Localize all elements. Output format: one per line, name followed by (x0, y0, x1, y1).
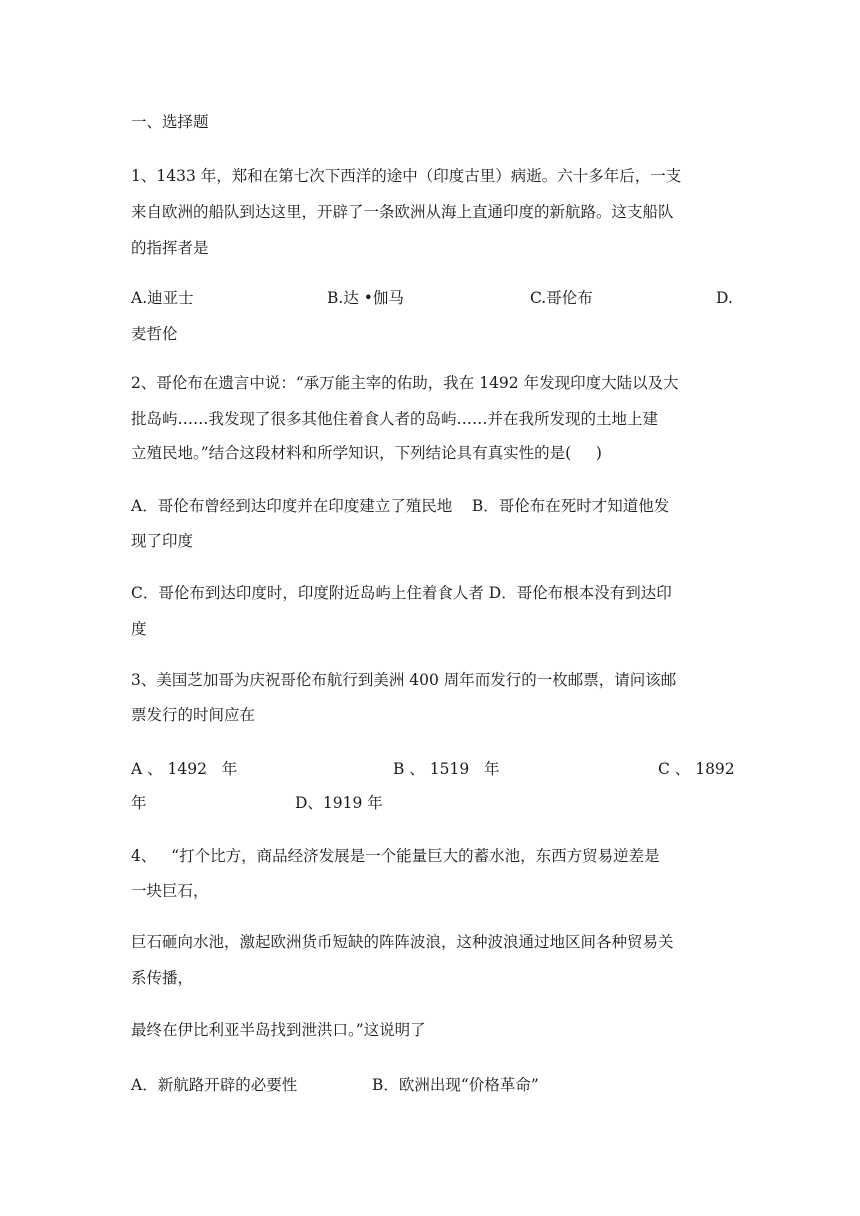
q4-option-a: A．新航路开辟的必要性 (131, 1076, 298, 1094)
q1-line-3: 的指挥者是 (131, 239, 209, 257)
section-title: 一、选择题 (131, 113, 209, 131)
q2-options-line-3: C．哥伦布到达印度时，印度附近岛屿上住着食人者 D．哥伦布根本没有到达印 (131, 584, 672, 602)
q4-line-2: 一块巨石， (131, 882, 209, 900)
q2-options-line-1: A．哥伦布曾经到达印度并在印度建立了殖民地 B．哥伦布在死时才知道他发 (131, 497, 670, 515)
q1-line-2: 来自欧洲的船队到达这里，开辟了一条欧洲从海上直通印度的新航路。这支船队 (131, 203, 674, 221)
q3-line-1: 3、美国芝加哥为庆祝哥伦布航行到美洲 400 周年而发行的一枚邮票，请问该邮 (131, 671, 677, 689)
q4-line-1: 4、 “打个比方，商品经济发展是一个能量巨大的蓄水池，东西方贸易逆差是 (131, 847, 660, 865)
q4-option-b: B．欧洲出现“价格革命” (372, 1076, 539, 1094)
q2-options-line-2: 现了印度 (131, 532, 194, 550)
q3-option-c-wrap: 年 (131, 794, 147, 812)
q3-option-a: A 、 1492 年 (131, 760, 238, 778)
q3-option-b: B 、 1519 年 (393, 760, 500, 778)
q2-line-1: 2、哥伦布在遗言中说：“承万能主宰的佑助，我在 1492 年发现印度大陆以及大 (131, 374, 679, 392)
q4-line-4: 系传播， (131, 969, 194, 987)
q1-option-d: D. (716, 289, 733, 307)
q1-option-b: B.达 •伽马 (327, 289, 404, 307)
q3-line-2: 票发行的时间应在 (131, 706, 256, 724)
q2-options-line-4: 度 (131, 620, 147, 638)
q3-option-d: D、1919 年 (295, 794, 383, 812)
q1-option-a: A.迪亚士 (131, 289, 194, 307)
q3-option-c: C 、 1892 (658, 760, 735, 778)
q2-line-2: 批岛屿……我发现了很多其他住着食人者的岛屿……并在我所发现的土地上建 (131, 410, 659, 428)
q4-line-5: 最终在伊比利亚半岛找到泄洪口。”这说明了 (131, 1021, 426, 1039)
q1-line-1: 1、1433 年，郑和在第七次下西洋的途中（印度古里）病逝。六十多年后，一支 (131, 167, 682, 185)
q1-option-c: C.哥伦布 (530, 289, 593, 307)
q1-option-d-wrap: 麦哲伦 (131, 325, 178, 343)
q4-line-3: 巨石砸向水池，激起欧洲货币短缺的阵阵波浪，这种波浪通过地区间各种贸易关 (131, 933, 674, 951)
q2-line-3: 立殖民地。”结合这段材料和所学知识，下列结论具有真实性的是( ) (131, 444, 602, 462)
